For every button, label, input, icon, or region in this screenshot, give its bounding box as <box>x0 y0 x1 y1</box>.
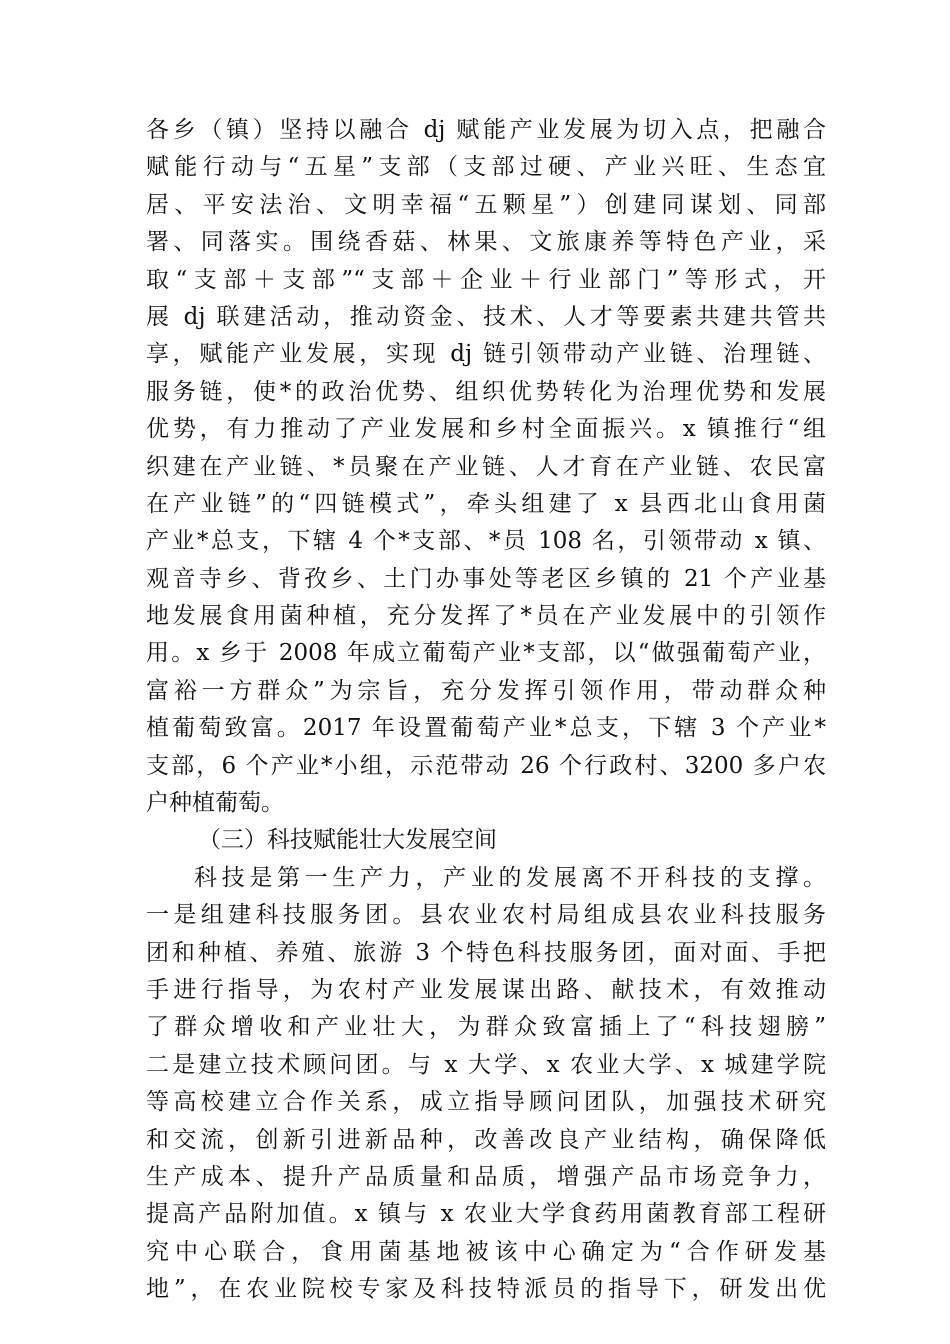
text-line: 等高校建立合作关系，成立指导顾问团队，加强技术研究 <box>146 1089 826 1116</box>
text-line: 二是建立技术顾问团。与 x 大学、x 农业大学、x 城建学院 <box>146 1051 826 1078</box>
text-line: 植葡萄致富。2017 年设置葡萄产业*总支，下辖 3 个产业* <box>146 715 826 742</box>
text-line: 提高产品附加值。x 镇与 x 农业大学食药用菌教育部工程研 <box>146 1201 826 1228</box>
text-line: 居、平安法治、文明幸福“五颗星”）创建同谋划、同部 <box>146 191 826 218</box>
text-line: 生产成本、提升产品质量和品质，增强产品市场竞争力， <box>146 1163 826 1190</box>
text-line: 享，赋能产业发展，实现 dj 链引领带动产业链、治理链、 <box>146 341 826 368</box>
text-line: 赋能行动与“五星”支部（支部过硬、产业兴旺、生态宜 <box>146 154 826 181</box>
text-line: 取“支部＋支部”“支部＋企业＋行业部门”等形式，开 <box>146 266 826 293</box>
text-line: 在产业链”的“四链模式”，牵头组建了 x 县西北山食用菌 <box>146 490 826 517</box>
text-line: 支部，6 个产业*小组，示范带动 26 个行政村、3200 多户农 <box>146 752 826 779</box>
text-line: 地”，在农业院校专家及科技特派员的指导下，研发出优 <box>146 1276 826 1303</box>
text-line: 观音寺乡、背孜乡、土门办事处等老区乡镇的 21 个产业基 <box>146 565 826 592</box>
text-line: 署、同落实。围绕香菇、林果、文旅康养等特色产业，采 <box>146 229 826 256</box>
text-line: 团和种植、养殖、旅游 3 个特色科技服务团，面对面、手把 <box>146 939 826 966</box>
text-line: 一是组建科技服务团。县农业农村局组成县农业科技服务 <box>146 902 826 929</box>
text-line: 各乡（镇）坚持以融合 dj 赋能产业发展为切入点，把融合 <box>146 117 826 143</box>
text-line: 了群众增收和产业壮大，为群众致富插上了“科技翅膀” <box>146 1014 826 1041</box>
text-line: 优势，有力推动了产业发展和乡村全面振兴。x 镇推行“组 <box>146 416 826 443</box>
text-line: 展 dj 联建活动，推动资金、技术、人才等要素共建共管共 <box>146 303 826 330</box>
text-line: 和交流，创新引进新品种，改善改良产业结构，确保降低 <box>146 1126 826 1153</box>
text-line: 服务链，使*的政治优势、组织优势转化为治理优势和发展 <box>146 378 826 405</box>
section-heading: （三）科技赋能壮大发展空间 <box>198 827 497 854</box>
text-line: 科技是第一生产力，产业的发展离不开科技的支撑。 <box>194 864 826 891</box>
text-line: 地发展食用菌种植，充分发挥了*员在产业发展中的引领作 <box>146 603 826 630</box>
text-line: 产业*总支，下辖 4 个*支部、*员 108 名，引领带动 x 镇、 <box>146 528 826 555</box>
text-line: 究中心联合，食用菌基地被该中心确定为“合作研发基 <box>146 1238 826 1265</box>
text-line: 户种植葡萄。 <box>146 790 284 817</box>
text-line: 用。x 乡于 2008 年成立葡萄产业*支部，以“做强葡萄产业， <box>146 640 826 667</box>
body-text <box>146 112 826 1309</box>
text-line: 织建在产业链、*员聚在产业链、人才育在产业链、农民富 <box>146 453 826 480</box>
text-line: 富裕一方群众”为宗旨，充分发挥引领作用，带动群众种 <box>146 677 826 704</box>
text-line: 手进行指导，为农村产业发展谋出路、献技术，有效推动 <box>146 976 826 1003</box>
